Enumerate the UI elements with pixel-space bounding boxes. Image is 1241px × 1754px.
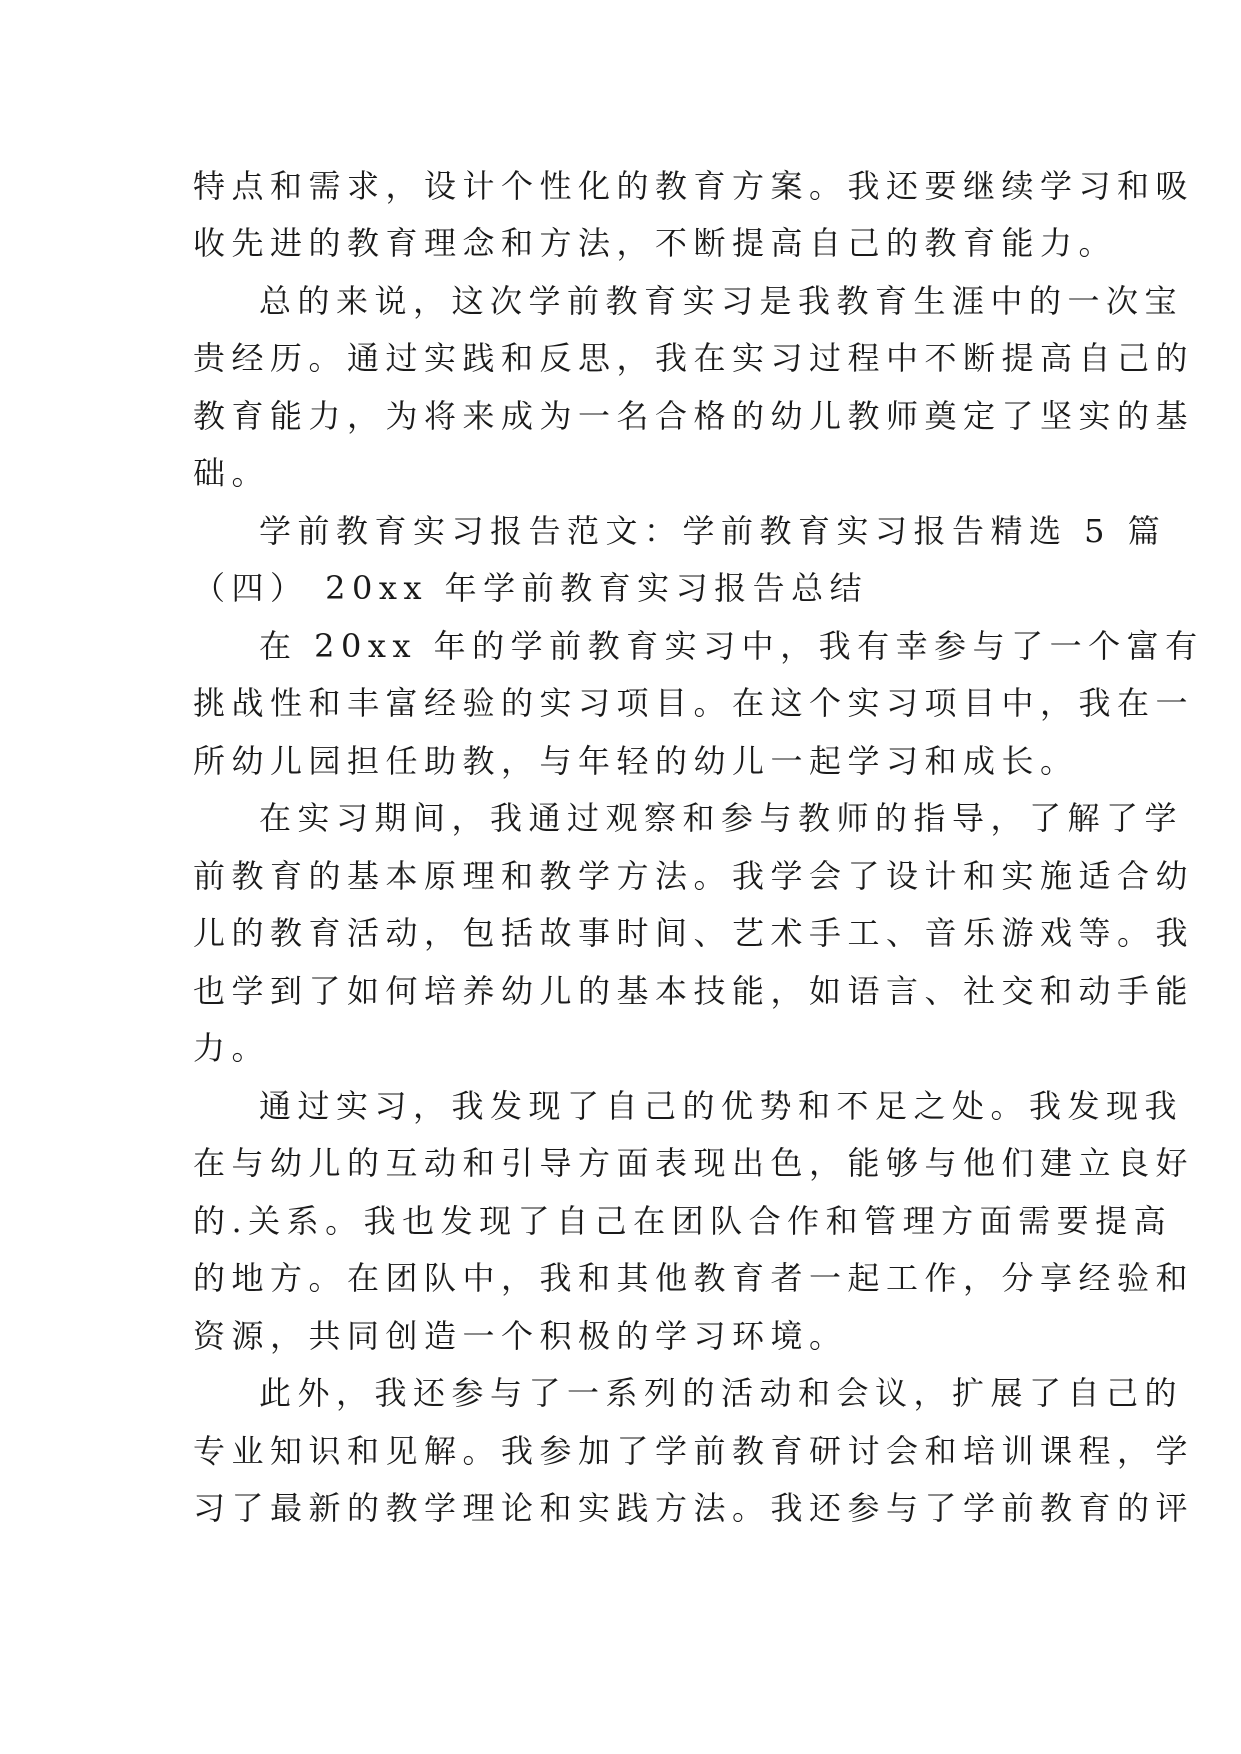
text-line: 收先进的教育理念和方法，不断提高自己的教育能力。 xyxy=(193,224,1118,262)
text-line: 力。 xyxy=(193,1029,271,1067)
section-title-line: 学前教育实习报告范文：学前教育实习报告精选 5 篇 xyxy=(259,512,1167,550)
text-line: 儿的教育活动，包括故事时间、艺术手工、音乐游戏等。我 xyxy=(193,914,1195,952)
text-line: 所幼儿园担任助教，与年轻的幼儿一起学习和成长。 xyxy=(193,742,1079,780)
text-line: 在 20xx 年的学前教育实习中，我有幸参与了一个富有 xyxy=(259,627,1204,665)
text-line: 总的来说，这次学前教育实习是我教育生涯中的一次宝 xyxy=(259,282,1184,320)
text-line: 贵经历。通过实践和反思，我在实习过程中不断提高自己的 xyxy=(193,339,1195,377)
text-line: 在与幼儿的互动和引导方面表现出色，能够与他们建立良好 xyxy=(193,1144,1195,1182)
text-line: 前教育的基本原理和教学方法。我学会了设计和实施适合幼 xyxy=(193,857,1195,895)
text-line: 通过实习，我发现了自己的优势和不足之处。我发现我 xyxy=(259,1087,1184,1125)
text-line: 在实习期间，我通过观察和参与教师的指导，了解了学 xyxy=(259,799,1184,837)
text-line: 础。 xyxy=(193,454,271,492)
text-line: 专业知识和见解。我参加了学前教育研讨会和培训课程，学 xyxy=(193,1432,1195,1470)
text-line: 的.关系。我也发现了自己在团队合作和管理方面需要提高 xyxy=(193,1202,1173,1240)
text-line: 资源，共同创造一个积极的学习环境。 xyxy=(193,1317,848,1355)
section-title-line: （四） 20xx 年学前教育实习报告总结 xyxy=(193,569,869,607)
text-line: 此外，我还参与了一系列的活动和会议，扩展了自己的 xyxy=(259,1374,1184,1412)
text-line: 也学到了如何培养幼儿的基本技能，如语言、社交和动手能 xyxy=(193,972,1195,1010)
text-line: 的地方。在团队中，我和其他教育者一起工作，分享经验和 xyxy=(193,1259,1195,1297)
text-line: 挑战性和丰富经验的实习项目。在这个实习项目中，我在一 xyxy=(193,684,1195,722)
text-line: 教育能力，为将来成为一名合格的幼儿教师奠定了坚实的基 xyxy=(193,397,1195,435)
text-line: 习了最新的教学理论和实践方法。我还参与了学前教育的评 xyxy=(193,1489,1195,1527)
text-line: 特点和需求，设计个性化的教育方案。我还要继续学习和吸 xyxy=(193,167,1195,205)
